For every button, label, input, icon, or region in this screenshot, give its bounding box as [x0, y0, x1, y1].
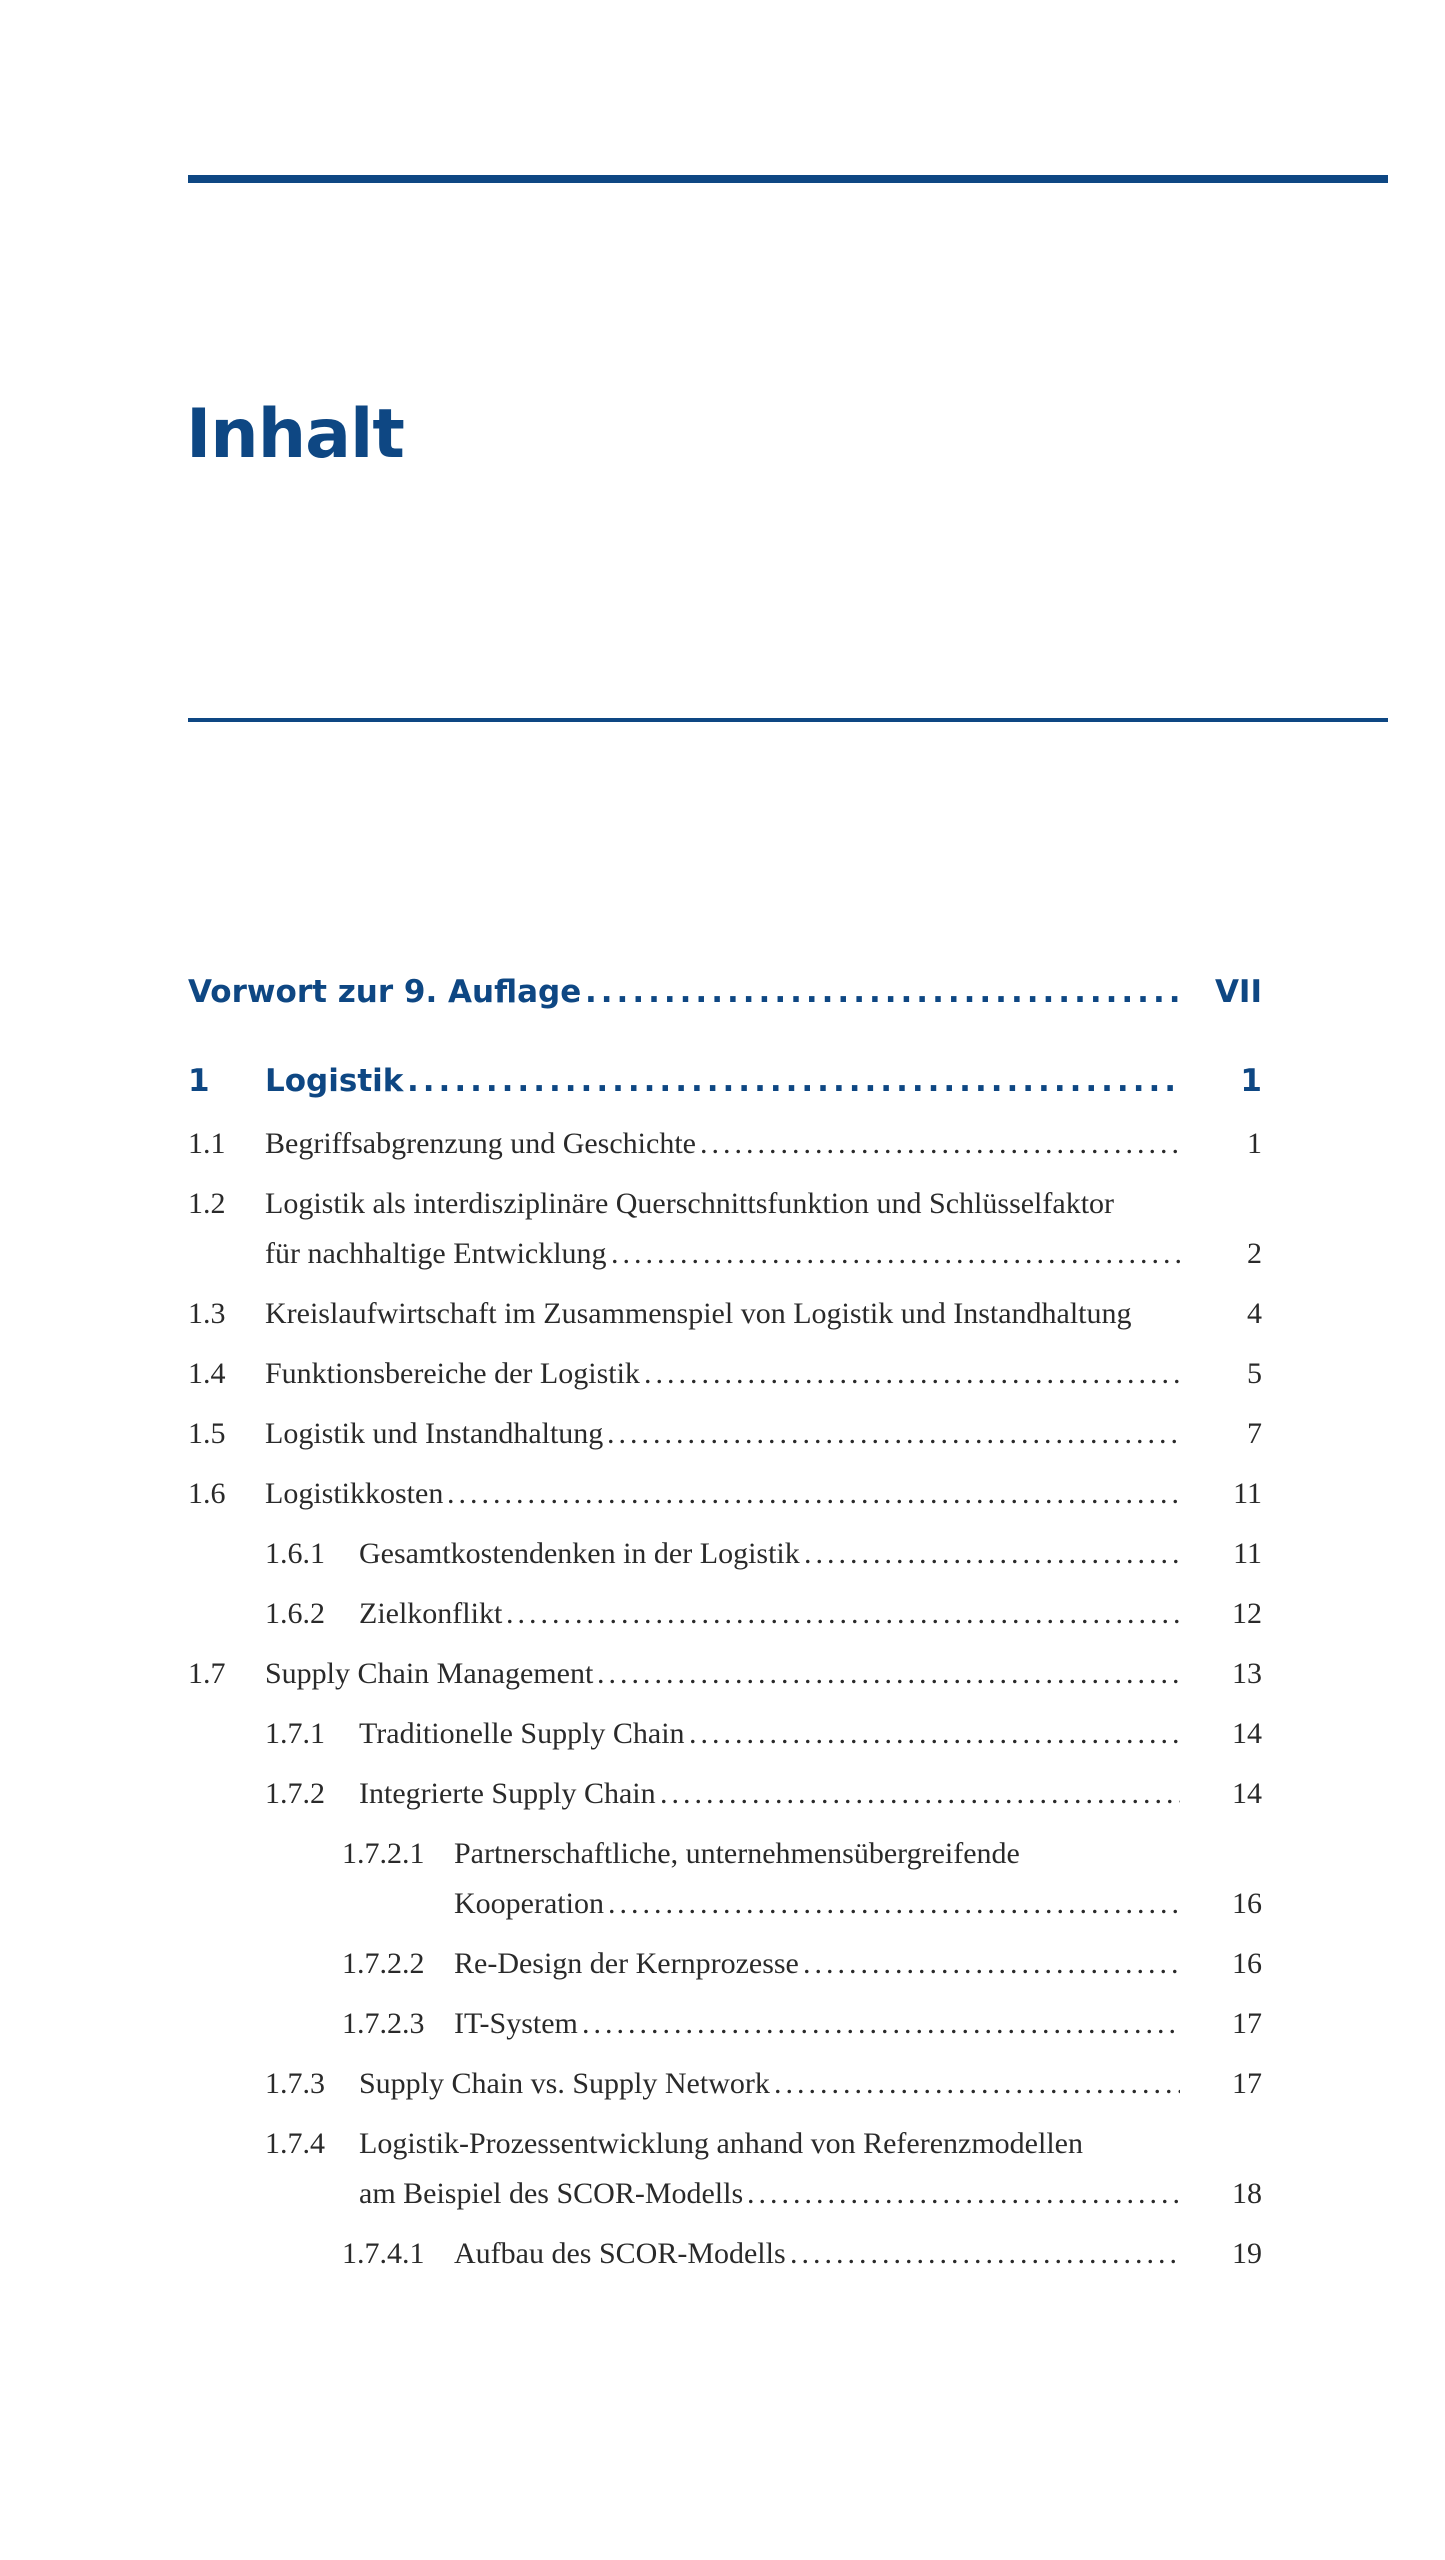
- toc-number: 1.7.4: [265, 2127, 325, 2160]
- toc-number: 1.3: [188, 1297, 226, 1330]
- toc-entry-chapter-1[interactable]: [0, 1059, 1445, 1109]
- toc-page: 5: [1247, 1357, 1262, 1390]
- toc-leader: [700, 1122, 1180, 1166]
- toc-page: 16: [1232, 1947, 1262, 1980]
- toc-page: 14: [1232, 1717, 1262, 1750]
- toc-title: Funktionsbereiche der Logistik: [265, 1357, 640, 1390]
- toc-entry-1-7-4[interactable]: [0, 2122, 1445, 2222]
- toc-page: 2: [1247, 1237, 1262, 1270]
- toc-number: 1.7.2: [265, 1777, 325, 1810]
- toc-number: 1.7.2.3: [342, 2007, 425, 2040]
- toc-page: 14: [1232, 1777, 1262, 1810]
- toc-title-line1: Logistik-Prozessentwicklung anhand von Referenzmodellen: [359, 2127, 1083, 2160]
- toc-number: 1.6: [188, 1477, 226, 1510]
- toc-title-line1: Partnerschaftliche, unternehmensübergreifende: [454, 1837, 1020, 1870]
- toc-entry-1-7-2-2[interactable]: [0, 1942, 1445, 1992]
- toc-page: 12: [1232, 1597, 1262, 1630]
- toc-page: 18: [1232, 2177, 1262, 2210]
- toc-title: Logistik und Instandhaltung: [265, 1417, 604, 1450]
- toc-title: IT-System: [454, 2007, 578, 2040]
- toc-number: 1.6.1: [265, 1537, 325, 1570]
- toc-title: Aufbau des SCOR-Modells: [454, 2237, 786, 2270]
- toc-title: für nachhaltige Entwicklung: [265, 1237, 607, 1270]
- toc-number: 1.4: [188, 1357, 226, 1390]
- toc-leader: [774, 2062, 1180, 2106]
- toc-page: 17: [1232, 2067, 1262, 2100]
- toc-page: 11: [1233, 1477, 1262, 1510]
- toc-page: 1: [1240, 1063, 1262, 1099]
- toc-leader: [660, 1772, 1180, 1816]
- toc-entry-1-6[interactable]: [0, 1472, 1445, 1522]
- toc-leader: [644, 1352, 1180, 1396]
- toc-title: Traditionelle Supply Chain: [359, 1717, 685, 1750]
- toc-leader: [747, 2172, 1180, 2216]
- toc-title: am Beispiel des SCOR-Modells: [359, 2177, 744, 2210]
- toc-leader: [607, 1412, 1180, 1456]
- toc-title: Vorwort zur 9. Auflage: [188, 974, 582, 1010]
- toc-leader: [582, 2002, 1180, 2046]
- toc-leader: [407, 1059, 1180, 1103]
- toc-page: 1: [1247, 1127, 1262, 1160]
- toc-page: 4: [1247, 1297, 1262, 1330]
- toc-title: Logistikkosten: [265, 1477, 444, 1510]
- toc-title: Re-Design der Kernprozesse: [454, 1947, 799, 1980]
- toc-page: 7: [1247, 1417, 1262, 1450]
- toc-page: 19: [1232, 2237, 1262, 2270]
- toc-number: 1.7.3: [265, 2067, 325, 2100]
- toc-number: 1.5: [188, 1417, 226, 1450]
- toc-leader: [803, 1942, 1180, 1986]
- toc-entry-1-3[interactable]: [0, 1292, 1445, 1342]
- toc-title: Kooperation: [454, 1887, 604, 1920]
- toc-page: VII: [1214, 974, 1262, 1010]
- toc-leader: [597, 1652, 1180, 1696]
- toc-leader: [447, 1472, 1180, 1516]
- toc-leader: [611, 1232, 1180, 1276]
- toc-title: Supply Chain Management: [265, 1657, 594, 1690]
- toc-entry-1-5[interactable]: [0, 1412, 1445, 1462]
- toc-number: 1.6.2: [265, 1597, 325, 1630]
- toc-entry-1-6-2[interactable]: [0, 1592, 1445, 1642]
- toc-title: Begriffsabgrenzung und Geschichte: [265, 1127, 696, 1160]
- toc-number: 1.7.1: [265, 1717, 325, 1750]
- toc-entry-foreword[interactable]: [0, 970, 1445, 1020]
- toc-page: 11: [1233, 1537, 1262, 1570]
- toc-number: 1.7.4.1: [342, 2237, 425, 2270]
- toc-number: 1: [188, 1063, 210, 1099]
- toc-leader: [689, 1712, 1180, 1756]
- toc-entry-1-1[interactable]: [0, 1122, 1445, 1172]
- toc-entry-1-7-4-1[interactable]: [0, 2232, 1445, 2282]
- toc-entry-1-7[interactable]: [0, 1652, 1445, 1702]
- toc-leader: [804, 1532, 1180, 1576]
- toc-entry-1-7-3[interactable]: [0, 2062, 1445, 2112]
- toc-page: 17: [1232, 2007, 1262, 2040]
- toc-entry-1-7-2[interactable]: [0, 1772, 1445, 1822]
- toc-leader: [790, 2232, 1180, 2276]
- toc-number: 1.1: [188, 1127, 226, 1160]
- toc-page: 13: [1232, 1657, 1262, 1690]
- toc-title: Integrierte Supply Chain: [359, 1777, 656, 1810]
- toc-title: Zielkonflikt: [359, 1597, 503, 1630]
- toc-title: Supply Chain vs. Supply Network: [359, 2067, 770, 2100]
- toc-entry-1-7-1[interactable]: [0, 1712, 1445, 1762]
- toc-entry-1-6-1[interactable]: [0, 1532, 1445, 1582]
- toc-entry-1-7-2-1[interactable]: [0, 1832, 1445, 1932]
- toc-entry-1-7-2-3[interactable]: [0, 2002, 1445, 2052]
- toc-number: 1.7.2.2: [342, 1947, 425, 1980]
- page-title: Inhalt: [186, 395, 404, 474]
- toc-title-line1: Logistik als interdisziplinäre Querschnittsfunktion und Schlüsselfaktor: [265, 1187, 1115, 1220]
- toc-title: Logistik: [265, 1063, 404, 1099]
- toc-number: 1.2: [188, 1187, 226, 1220]
- toc-page: 16: [1232, 1887, 1262, 1920]
- toc-title: Kreislaufwirtschaft im Zusammenspiel von Logistik und Instandhaltung: [265, 1297, 1132, 1330]
- toc-title: Gesamtkostendenken in der Logistik: [359, 1537, 800, 1570]
- toc-entry-1-4[interactable]: [0, 1352, 1445, 1402]
- toc-number: 1.7.2.1: [342, 1837, 425, 1870]
- toc-entry-1-2[interactable]: [0, 1182, 1445, 1282]
- toc-leader: [506, 1592, 1180, 1636]
- toc-leader: [585, 970, 1180, 1014]
- toc-number: 1.7: [188, 1657, 226, 1690]
- toc-leader: [608, 1882, 1180, 1926]
